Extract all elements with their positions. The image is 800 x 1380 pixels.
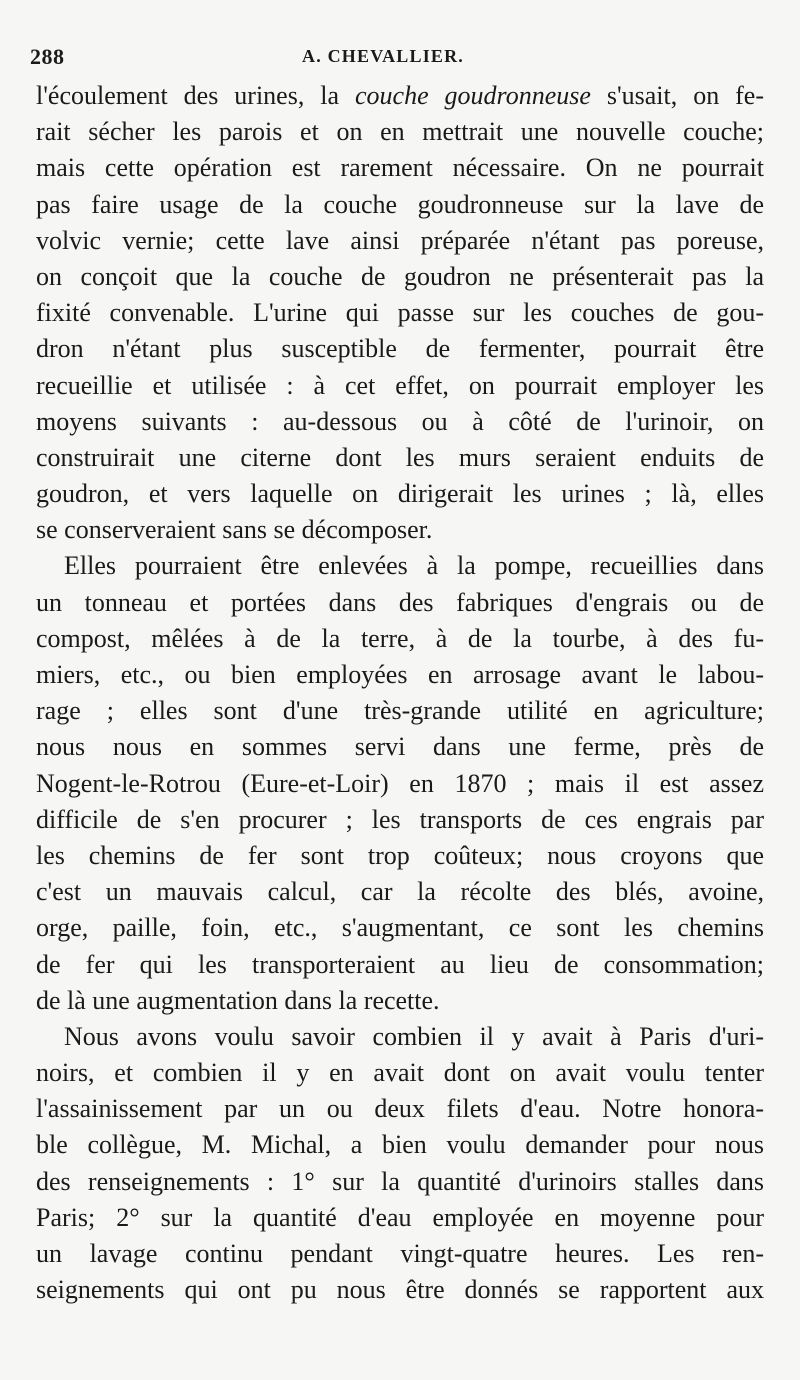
text-segment: orge, paille, foin, etc., s'augmentant, ce sont les chemins bbox=[36, 913, 764, 943]
text-segment: de fer qui les transporteraient au lieu de consommation; bbox=[36, 949, 764, 979]
text-segment: miers, etc., ou bien employées en arrosage avant le labou- bbox=[36, 660, 764, 689]
text-line bbox=[36, 874, 764, 910]
text-line bbox=[36, 729, 764, 765]
text-line bbox=[36, 585, 764, 621]
text-line bbox=[36, 150, 764, 186]
text-line bbox=[36, 223, 764, 259]
text-segment: les chemins de fer sont trop coûteux; nous croyons que bbox=[36, 840, 764, 870]
text-line bbox=[36, 512, 764, 548]
page-number: 288 bbox=[30, 44, 65, 69]
text-line bbox=[36, 838, 764, 874]
text-segment: rait sécher les parois et on en mettrait une nouvelle couche; bbox=[36, 117, 764, 147]
text-line bbox=[36, 1236, 764, 1272]
text-segment: de là une augmentation dans la recette. bbox=[36, 985, 440, 1015]
text-line bbox=[36, 947, 764, 983]
text-line bbox=[36, 476, 764, 512]
text-segment: l'écoulement des urines, la bbox=[36, 81, 355, 110]
text-segment: l'assainissement par un ou deux filets d'eau. Notre honora- bbox=[36, 1094, 764, 1124]
text-segment: seignements qui ont pu nous être donnés se rapportent aux bbox=[36, 1275, 764, 1305]
text-segment: moyens suivants : au-dessous ou à côté de l'urinoir, on bbox=[36, 406, 764, 436]
text-line bbox=[36, 187, 764, 223]
text-segment: ble collègue, M. Michal, a bien voulu demander pour nous bbox=[36, 1130, 764, 1160]
text-line bbox=[36, 1055, 764, 1091]
text-segment: s'usait, on fe- bbox=[590, 81, 765, 110]
text-segment: compost, mêlées à de la terre, à de la tourbe, à des fu- bbox=[36, 623, 764, 653]
text-segment: goudron, et vers laquelle on dirigerait les urines ; là, elles bbox=[36, 479, 764, 509]
text-line bbox=[36, 621, 764, 657]
text-segment: Nogent-le-Rotrou (Eure-et-Loir) en 1870 ; mais il est assez bbox=[36, 768, 764, 798]
text-segment: noirs, et combien il y en avait dont on avait voulu tenter bbox=[36, 1058, 764, 1088]
text-segment: pas faire usage de la couche goudronneuse sur la lave de bbox=[36, 189, 764, 219]
text-line bbox=[36, 548, 764, 584]
text-line bbox=[36, 404, 764, 440]
paragraph bbox=[36, 548, 764, 1018]
text-line bbox=[36, 910, 764, 946]
text-line bbox=[36, 766, 764, 802]
text-segment: c'est un mauvais calcul, car la récolte des blés, avoine, bbox=[36, 877, 764, 907]
body-text bbox=[36, 78, 764, 1308]
text-line bbox=[36, 983, 764, 1019]
text-line bbox=[36, 259, 764, 295]
text-segment: volvic vernie; cette lave ainsi préparée n'étant pas poreuse, bbox=[36, 225, 764, 255]
text-line bbox=[36, 1272, 764, 1308]
text-line bbox=[36, 1200, 764, 1236]
text-segment: Paris; 2° sur la quantité d'eau employée en moyenne pour bbox=[36, 1202, 764, 1232]
text-segment: des renseignements : 1° sur la quantité d'urinoirs stalles dans bbox=[36, 1166, 764, 1196]
text-segment: se conserveraient sans se décomposer. bbox=[36, 515, 433, 545]
text-segment: recueillie et utilisée : à cet effet, on pourrait employer les bbox=[36, 370, 764, 400]
text-line bbox=[36, 331, 764, 367]
text-segment: construirait une citerne dont les murs seraient enduits de bbox=[36, 442, 764, 472]
text-line bbox=[36, 114, 764, 150]
paragraph bbox=[36, 1019, 764, 1309]
text-segment: dron n'étant plus susceptible de fermenter, pourrait être bbox=[36, 334, 764, 364]
text-segment: rage ; elles sont d'une très-grande utilité en agriculture; bbox=[36, 696, 764, 726]
running-head: A. CHEVALLIER. bbox=[302, 46, 465, 66]
text-line bbox=[36, 295, 764, 331]
text-line bbox=[36, 1091, 764, 1127]
text-line bbox=[36, 657, 764, 693]
text-segment: un lavage continu pendant vingt-quatre heures. Les ren- bbox=[36, 1239, 764, 1268]
text-line bbox=[36, 368, 764, 404]
text-segment: Elles pourraient être enlevées à la pompe, recueillies dans bbox=[64, 551, 764, 581]
text-line bbox=[36, 693, 764, 729]
text-line bbox=[36, 1127, 764, 1163]
text-line bbox=[36, 78, 764, 114]
text-segment: Nous avons voulu savoir combien il y avait à Paris d'uri- bbox=[64, 1021, 764, 1051]
text-line bbox=[36, 1019, 764, 1055]
text-segment: on conçoit que la couche de goudron ne présenterait pas la bbox=[36, 261, 764, 291]
text-line bbox=[36, 802, 764, 838]
text-line bbox=[36, 440, 764, 476]
italic-term: couche goudronneuse bbox=[354, 81, 591, 110]
text-line bbox=[36, 1164, 764, 1200]
paragraph bbox=[36, 78, 764, 548]
text-segment: mais cette opération est rarement nécessaire. On ne pourrait bbox=[36, 153, 764, 183]
text-segment: un tonneau et portées dans des fabriques d'engrais ou de bbox=[36, 587, 764, 617]
text-segment: difficile de s'en procurer ; les transports de ces engrais par bbox=[36, 804, 764, 834]
text-segment: fixité convenable. L'urine qui passe sur les couches de gou- bbox=[36, 298, 764, 328]
page-header bbox=[30, 38, 770, 78]
text-segment: nous nous en sommes servi dans une ferme, près de bbox=[36, 732, 764, 762]
